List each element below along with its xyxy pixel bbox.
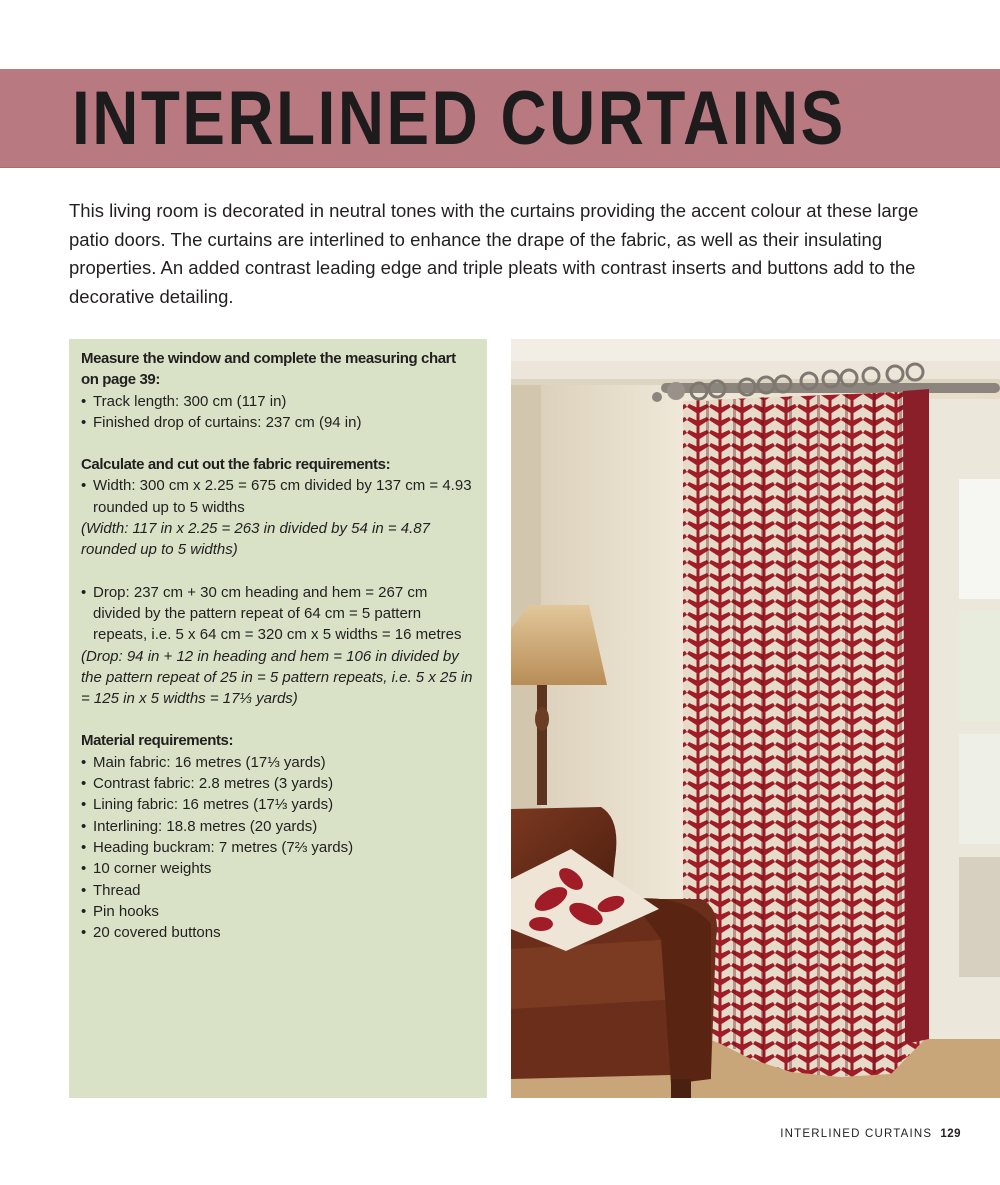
list-item: • Main fabric: 16 metres (17⅓ yards) — [81, 752, 473, 773]
materials-list — [81, 752, 473, 944]
drop-list — [81, 582, 473, 646]
page-number: 129 — [940, 1128, 961, 1140]
list-item: • Track length: 300 cm (117 in) — [81, 391, 473, 412]
list-item: • Drop: 237 cm + 30 cm heading and hem = 267 cm divided by the pattern repeat of 64 cm = 5 pattern repeats, i.e. 5 x 64 cm = 320 cm x 5 widths = 16 metres — [81, 582, 473, 646]
list-item: • Heading buckram: 7 metres (7⅔ yards) — [81, 837, 473, 858]
page-footer — [780, 1128, 961, 1140]
list-item: • Contrast fabric: 2.8 metres (3 yards) — [81, 773, 473, 794]
intro-paragraph: This living room is decorated in neutral tones with the curtains providing the accent colour at these large patio doors. The curtains are interlined to enhance the drape of the fabric, as well as their insulating properties. An added contrast leading edge and triple pleats with contrast inserts and buttons add to the decorative detailing. — [69, 200, 919, 307]
instructions-panel — [69, 339, 487, 1098]
list-item: • 10 corner weights — [81, 858, 473, 879]
materials-heading: Material requirements: — [81, 732, 234, 750]
curtain-photo-illustration — [511, 339, 1000, 1098]
list-item: • Thread — [81, 880, 473, 901]
measure-list — [81, 391, 473, 434]
page-title: INTERLINED CURTAINS — [72, 76, 846, 161]
list-item: • 20 covered buttons — [81, 922, 473, 943]
list-item: • Pin hooks — [81, 901, 473, 922]
list-item: • Width: 300 cm x 2.25 = 675 cm divided by 137 cm = 4.93 rounded up to 5 widths — [81, 475, 473, 518]
title-band — [0, 69, 1000, 168]
calculate-heading: Calculate and cut out the fabric requirements: — [81, 456, 391, 474]
measure-heading: Measure the window and complete the measuring chart on page 39: — [81, 350, 456, 389]
footer-section-title: INTERLINED CURTAINS — [780, 1128, 933, 1140]
calculate-list — [81, 475, 473, 518]
curtain-photo — [511, 339, 1000, 1098]
width-imperial-note: (Width: 117 in x 2.25 = 263 in divided by 54 in = 4.87 rounded up to 5 widths) — [81, 520, 430, 559]
list-item: • Interlining: 18.8 metres (20 yards) — [81, 816, 473, 837]
list-item: • Lining fabric: 16 metres (17⅓ yards) — [81, 794, 473, 815]
list-item: • Finished drop of curtains: 237 cm (94 in) — [81, 412, 473, 433]
drop-imperial-note: (Drop: 94 in + 12 in heading and hem = 106 in divided by the pattern repeat of 25 in = 5 pattern repeats, i.e. 5 x 25 in = 125 in x 5 widths = 17⅓ yards) — [81, 647, 473, 708]
